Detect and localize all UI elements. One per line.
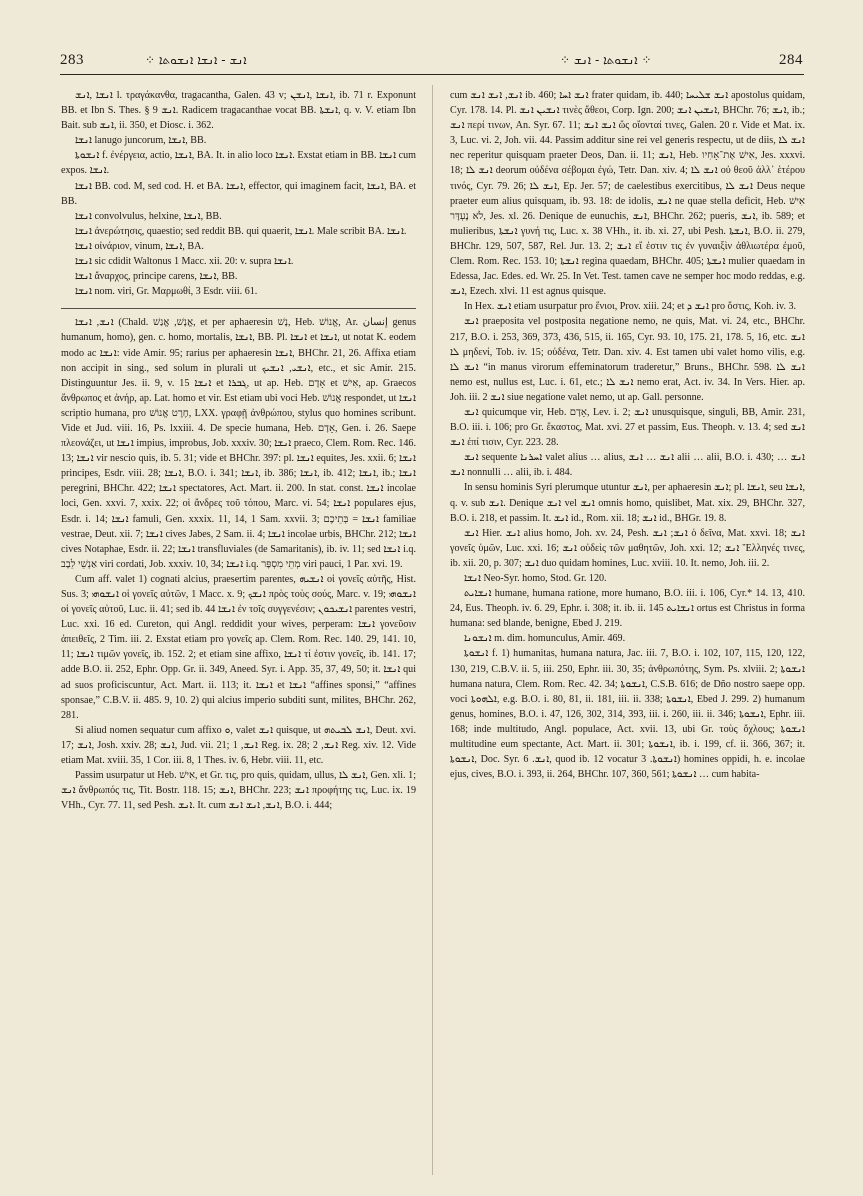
entry-humanitas: ܐܢܫܘܬܐ f. 1) humanitas, humana natura, Jac. iii. 7, B.O. i. 102, 107, 115, 120, 122, 130, 219, C.B.V. ii. 5, iii. 250, Ephr. iii. 30, 35; ἀνθρωπότης, Sym. Ps. xlviii. 2; ܐܢܫܘܬܐ humana natura, Clem. Rom. Rec. 42. 34; ܐܢܫܘܬܐ, C.S.B. 616; de Dño nostro saepe opp. voci ܐܠܗܘܬܐ, e.g. B.O. i. 80, 81, ii. 181, iii. ii. 338; ܐܢܫܘܬܐ, Ebed J. 299. 2) humanum genus, homines, B.O. i. 47, 126, 302, 314, 393, iii. i. 260, iii. ii. 346; ܐܢܫܘܬܐ, Ephr. iii. 168; inde multitudo, Angl. populace, Act. xvii. 13, ubi Gr. τοὺς ὄχλους; ܐܢܫܘܬܐ multitudine eum spectante, Act. Mart. ii. 301; ܐܢܫܘܬܐ, ib. i. 199, cf. ii. 366, 367; it. ܐܢܫܘܬܐ, Doc. Syr. ܐܢܫ. 6, quod ib. 12 vocatur ܐܢܫܘܬܐ. 3) homines oppidi, h. e. incolae ejus, cives, B.O. i. 393, ii. 264, BHChr. 107, 360, 561; ܐܢܫܘܬܐ … cum habita- (450, 648, 806, 781)
entry-vinum: ܐܢܫܐ οἰνάριον, vinum, ܐܢܫܐ, BA. (75, 240, 204, 252)
right-page-number: 284 (779, 52, 803, 68)
entry-quaestio: ܐܢܫܐ ἀνερώτησις, quaestio; sed reddit BB. qui quaerit, ܐܢܫܐ. Male scribit BA. ܐܢܫܐ. (75, 225, 407, 237)
entry-nemo: ܐܢܫ praeposita vel postposita negatione nemo, ne quis, Mat. vi. 24, etc., BHChr. 217, B.O. i. 253, 369, 373, 436, 515, ii. 165, Cyr. 93. 10, 175. 21, 178. 5, 16, etc. ܐܢܫ ܠܐ μηδενί, Tob. iv. 15; οὐδένα, Tetr. Dan. xiv. 4. Est tamen ubi valet homo vilis, e.g. ܐܢܫ ܠܐ “in manus virorum effeminatorum traderetur,” Bruns., BHChr. 598. ܐܢܫ ܠܐ nemo est, nullus est, Luc. i. 61, etc.; ܐܢܫ ܠܐ nemo erat, Act. iv. 34. In Vers. Hier. ap. Joh. iii. 2 ܐܢܫ siue negatione valet nemo, ut ap. Gall. personne. (450, 316, 805, 403)
entry-humane: ܐܢܫܐܝܬ humane, humana ratione, more humano, B.O. iii. i. 106, Cyr.* 14. 13, 410. 24, Eus. Theoph. iv. 6. 29, Ephr. i. 308; it. ib. ii. 145 ܐܢܫܐܝܬ ortus est Christus in forma humana: sed blande, benigne, Ebed J. 219. (450, 588, 805, 630)
entry-effector: ܐܢܫܐ BB. cod. M, sed cod. H. et BA. ܐܢܫܐ, effector, qui imaginem facit, ܐܢܫܐ, BA. et BB. (61, 180, 416, 207)
entry-cum-aff: Cum aff. valet 1) cognati alcius, praesertim parentes, ܐܢܫܝܗ οἱ γονεῖς αὐτῆς, Hist. Sus. 3; ܐܢܫܘܗܝ οἱ γονεῖς αὐτῶν, 1 Macc. x. 9; ܐܢܫܟ πρὸς τοὺς σούς, Marc. v. 19; ܐܢܫܘܗܝ οἱ γονεῖς αὐτοῦ, Luc. ii. 41; sed ib. 44 ܐܢܫܐ ἐν τοῖς συγγενέσιν; ܐܢܫܝܟܘܢ parentes vestri, Luc. xxi. 16 ed. Cureton, qui Angl. reddidit your wives, perperam: ܐܢܫܐ γονεῦσιν ἀπειθεῖς, 2 Tim. iii. 2. Exstat etiam pro γονεῖς ap. Clem. Rom. Rec. 140. 29, 141. 10, 11; ܐܢܫܐ τιμῶν γονεῖς, ib. 152. 2; et etiam sine affixo, ܐܢܫܐ τί ἐστιν γονεῖς, ib. 141. 17; adde B.O. ii. 252, Ephr. Opp. Gr. ii. 349, Aneed. Syr. i. App. 35, 37, 49, 50; it. ܐܢܫܐ qui ad suos proficiscuntur, Act. Mart. ii. 113; it. ܐܢܫܐ et ܐܢܫܐ “affines sponsi,” “affines sponsae,” C.B.V. ii. 485. 9, 10. 2) qui alcius imperio subditi sunt, milites, BHChr. 262, 281. (61, 573, 417, 721)
entry-sensu-syri: In sensu hominis Syri plerumque utuntur ܐܢܫ, per aphaeresin ܐܢܫ; pl. ܐܢܫܐ, seu ܐܢܫܐ, q. v. sub ܐܢܫ. Denique ܐܢܫ vel ܐܢܫ omnis homo, quislibet, Mat. xix. 29, BHChr. 327, B.O. i. 218, et passim. It. ܐܢܫ id., Rom. xii. 18; ܐܢܫ id., BHGr. 19. 8. (450, 482, 806, 524)
left-page-number: 283 (60, 52, 84, 68)
entry-alius: ܐܢܫ sequente ܐܚܪܢܐ valet alius … alius, ܐܢܫ … ܐܢܫ alii … alii, B.O. i. 430; ܐܢܫ … ܐܢܫ nonnulli … alii, ib. i. 484. (450, 452, 805, 479)
left-column (61, 88, 416, 813)
left-running-title: ⁘ ܐܢܫ ‑ ܐܢܫܐ ܐܢܫܘܬܐ (145, 53, 247, 67)
entry-homo: ܐܢܫ, ܐܢܫܐ (Chald. אֱנָשׁ, אֱנַשׁ, et per aphaeresin נָשׁ, Heb. אֱנוֹשׁ, Ar. إنسان genus humanum, homo), gen. c. homo, mortalis, ܐܢܫܐ, BB. Pl. ܐܢܫܐ et ܐܢܫܐ, ut notat K. eodem modo ac ܐܢܫܐ: vide Amir. 95; rarius per aphaeresin ܐܢܫܐ, BHChr. 21, 26. Affixa etiam non accipit in sing., sed solum in plurali ut ܐܢܫܝ, ܐܢܫܝܟ, etc., et sic Amir. 215. Distinguuntur Jes. ii. 9, v. 15 ܐܢܫܐ et ܓܒܪܐ, ut ap. Heb. אָדָם et אִישׁ, ap. Graecos ἄνθρωπος et ἀνήρ, ap. Lat. homo et vir. Est etiam ubi voci Heb. אֱנוֹשׁ respondet, ut ܐܢܫܐ scriptio humana, pro חֶרֶט אֱנוֹשׁ, LXX. γραφῇ ἀνθρώπου, stylus quo homines scribunt. Vide et Jud. viii. 16, Ps. lxxiii. 4. De specie humana, Heb. אָדָם, Gen. i. 26. Saepe πλεονάζει, ut ܐܢܫܐ impius, improbus, Job. xxxiv. 30; ܐܢܫܐ praeco, Clem. Rom. Rec. 146. 13; ܐܢܫܐ vir nescio quis, ib. 5. 31; vide et BHChr. 397: pl. ܐܢܫܐ equites, Jes. xxii. 6; ܐܢܫܐ principes, Esdr. viii. 28; ܐܢܫܐ, B.O. i. 341; ܐܢܫܐ, ib. 386; ܐܢܫܐ, ib. 412; ܐܢܫܐ, ib.; ܐܢܫܐ peregrini, BHChr. 422; ܐܢܫܐ spectatores, Act. Mart. ii. 200. In stat. const. ܐܢܫܐ incolae loci, Gen. xxvi. 7, xxix. 22; οἱ ἄνδρες τοῦ τόπου, Marc. vi. 54; ܐܢܫܐ populares ejus, Esdr. i. 14; ܐܢܫܐ famuli, Gen. xxxix. 11, 14, 1 Sam. xxvii. 3; ܐܢܫܐ = בְּתֵיכֶם familiae vestrae, Deut. xii. 7; ܐܢܫܐ cives Jabes, 2 Sam. ii. 4; ܐܢܫܐ incolae urbis, BHChr. 212; ܐܢܫܐ cives Notaphae, Esdr. ii. 22; ܐܢܫܐ transfluviales (de Samaritanis), ib. iv. 11; sed ܐܢܫܐ i.q. אַנְשֵׁי לֵבָב viri cordati, Job. xxxiv. 10, 34; ܐܢܫܐ i.q. מְתֵי מִסְפָּר viri pauci, 1 Par. xvi. 19. (61, 308, 416, 572)
entry-hier: ܐܢܫ Hier. ܐܢܫ alius homo, Joh. xv. 24, Pesh. ܐܢܫ; ܐܢܫ ὁ δεῖνα, Mat. xxvi. 18; ܐܢܫ γονεῖς ὑμῶν, Luc. xxi. 16; ܐܢܫ οὐδεὶς τῶν μαθητῶν, Joh. xxi. 12; ܐܢܫ Ἕλληνές τινες, ib. xii. 20, p. 307; ܐܢܫ duo quidam homines, Luc. xviii. 10. It. nemo, Joh. iii. 2. (450, 527, 805, 569)
entry-waltonus: ܐܢܫܐ sic cdidit Waltonus 1 Macc. xii. 20: v. supra ܐܢܫܐ. (75, 256, 294, 268)
entry-lanugo: ܐܢܫܐ lanugo juncorum, ܐܢܫܐ, BB. (75, 135, 207, 147)
entry-quidam: Passim usurpatur ut Heb. אִישׁ, et Gr. τις, pro quis, quidam, ullus, ܐܢܫ ܠܐ, Gen. xli. 1; ܐܢܫ ἄνθρωπός τις, Tit. Bostr. 118. 15; ܐܢܫ, BHChr. 223; ܐܢܫ προφήτης τις, Luc. ix. 19 VHh., Cyr. 77. 11, sed Pesh. ܐܢܫ. It. cum ܐܢܫ, ܐܢܫ ܐܢܫ, B.O. i. 444; (61, 770, 416, 812)
entry-hex: In Hex. ܐܢܫ etiam usurpatur pro ἕνιοι, Prov. xiii. 24; et ܐܢܫ ܕ pro ὅστις, Koh. iv. 3. (464, 301, 797, 313)
entry-actio: ܐܢܫܘܬܐ f. ἐνέργεια, actio, ܐܢܫܐ, BA. It. in alio loco ܐܢܫܐ. Exstat etiam in BB. ܐܢܫܐ cum expos. ܐܢܫܐ. (61, 150, 417, 177)
entry-neo-syr: ܐܢܫܐ Neo-Syr. homo, Stod. Gr. 120. (464, 573, 607, 584)
entry-quisque: Si aliud nomen sequatur cum affixo ܘ, valet ܐܢܫ quisque, ut ܐܢܫ ܠܒܝܬܗ, Deut. xvi. 17; ܐܢܫ, Josh. xxiv. 28; ܐܢܫ, Jud. vii. 21; ܐܢܫ, 1 Reg. ix. 28; ܐܢܫ, 2 Reg. xiv. 12. Vide etiam Mat. xviii. 35, 1 Cor. iii. 8, 1 Thes. iv. 6, Hebr. viii. 11, etc. (61, 724, 416, 767)
entry-convolvulus: ܐܢܫܐ convolvulus, helxine, ܐܢܫܐ, BB. (75, 210, 222, 222)
entry-continued: cum ܐܢܫ, ܐܢܫ ܐܢܫ ib. 460; ܐܢܫ ܐܚܐ frater quidam, ib. 440; ܐܢܫ ܫܠܝܚܐ apostolus quidam, Cyr. 178. 14. Pl. ܐܢܫܝܢ ܐܢܫ τινὲς ἄθεοι, Corp. Ign. 200; ܐܢܫܝܢ ܐܢܫ, BHChr. 76; ܐܢܫ, ib.; ܐܢܫ περί τινων, An. Syr. 67. 11; ܐܢܫ ܐܢܫ ὥς οἴονταί τινες, Galen. 20 r. Vide et Mat. ix. 3, Luc. vi. 2, Joh. vii. 44. Passim additur sine rei vel generis respectu, ut de diis, ܐܢܫ ܠܐ nec reperitur quisquam praeter Deos, Dan. ii. 11; ܐܢܫ, Heb. אִישׁ אֶת־אָחִיו, Jes. xxxvi. 18; ܐܢܫ ܠܐ deorum οὐδένα σέβομαι ἐγώ, Tetr. Dan. xiv. 4; ܐܢܫ ܠܐ οὐ θεοῦ ἀλλ᾽ ἑτέρου τινός, Cyr. 79. 26; ܐܢܫ ܠܐ, Ep. Jer. 57; de caelestibus exercitibus, ܐܢܫ ܠܐ Deus neque praeter eum alius quisquam, ib. 93. 18: de idolis, ܐܢܫ ne quae stella deficit, Heb. אִישׁ לֹא נֶעְדָּר, Jes. xl. 26. Denique de eunuchis, ܐܢܫ, BHChr. 262; pueris, ܐܢܫ, ib. 589; et mulieribus, ܐܢܫܬܐ γυνή τις, Luc. x. 38 VHh., it. ib. xi. 27, ubi Pesh. ܐܢܫܬܐ, B.O. ii. 279, BHChr. 129, 507, 587, Rel. Jur. 13. 2; ܐܢܫ εἴ ἐστιν τις ἐν γυναιξὶν ἀθλιωτέρα ἐμοῦ, Clem. Rom. Rec. 153. 10; ܐܢܫܬܐ regina quaedam, BHChr. 405; ܐܢܫܬܐ mulier quaedam in Edessa, Jac. Edes. ed. Wr. 25. In Vet. Test. tamen cave ne semper hoc modo reddas, e.g. ܐܢܫ, Ezech. xlvi. 11 est agnus quisque. (450, 90, 806, 298)
right-running-title: ⁘ ܐܢܫܘܬܐ ‑ ܐܢܫ ⁘ (560, 53, 652, 67)
entry-homunculus: ܐܢܫܘܢܐ m. dim. homunculus, Amir. 469. (464, 633, 626, 645)
entry-anarchos: ܐܢܫܐ ἄναρχος, principe carens, ܐܢܫܐ, BB. (75, 271, 238, 283)
entry-marmothi: ܐܢܫܐ nom. viri, Gr. Μαρμωθί, 3 Esdr. viii. 61. (75, 286, 258, 298)
entry-quicumque: ܐܢܫ quicumque vir, Heb. אָדָם, Lev. i. 2; ܐܢܫ unusquisque, singuli, BB, Amir. 231, B.O. iii. i. 106; pro Gr. ἕκαστος, Mat. xvi. 27 et passim, Eus. Theoph. v. 13. 4; sed ܐܢܫ ܐܢܫ ἐπί τισιν, Cyr. 223. 28. (450, 406, 806, 449)
entry-tragacantha: ܐܢܫܐ ,ܐܢܫ l. τραγάκανθα, tragacantha, Galen. 43 v; ܐܢܫܐ ,ܐܢܫܢ, ib. 71 r. Exponunt BB. et Ibn S. Thes. § 9 ܐܢܫ. Radicem tragacanthae vocat BB. ܐܢܫܬܐ, q. v. V. etiam Ibn Bait. sub ܐܢܫ, ii. 350, et Diosc. i. 362. (61, 90, 416, 132)
right-column (450, 88, 805, 782)
column-divider (432, 85, 433, 1175)
header-rule (60, 74, 804, 75)
